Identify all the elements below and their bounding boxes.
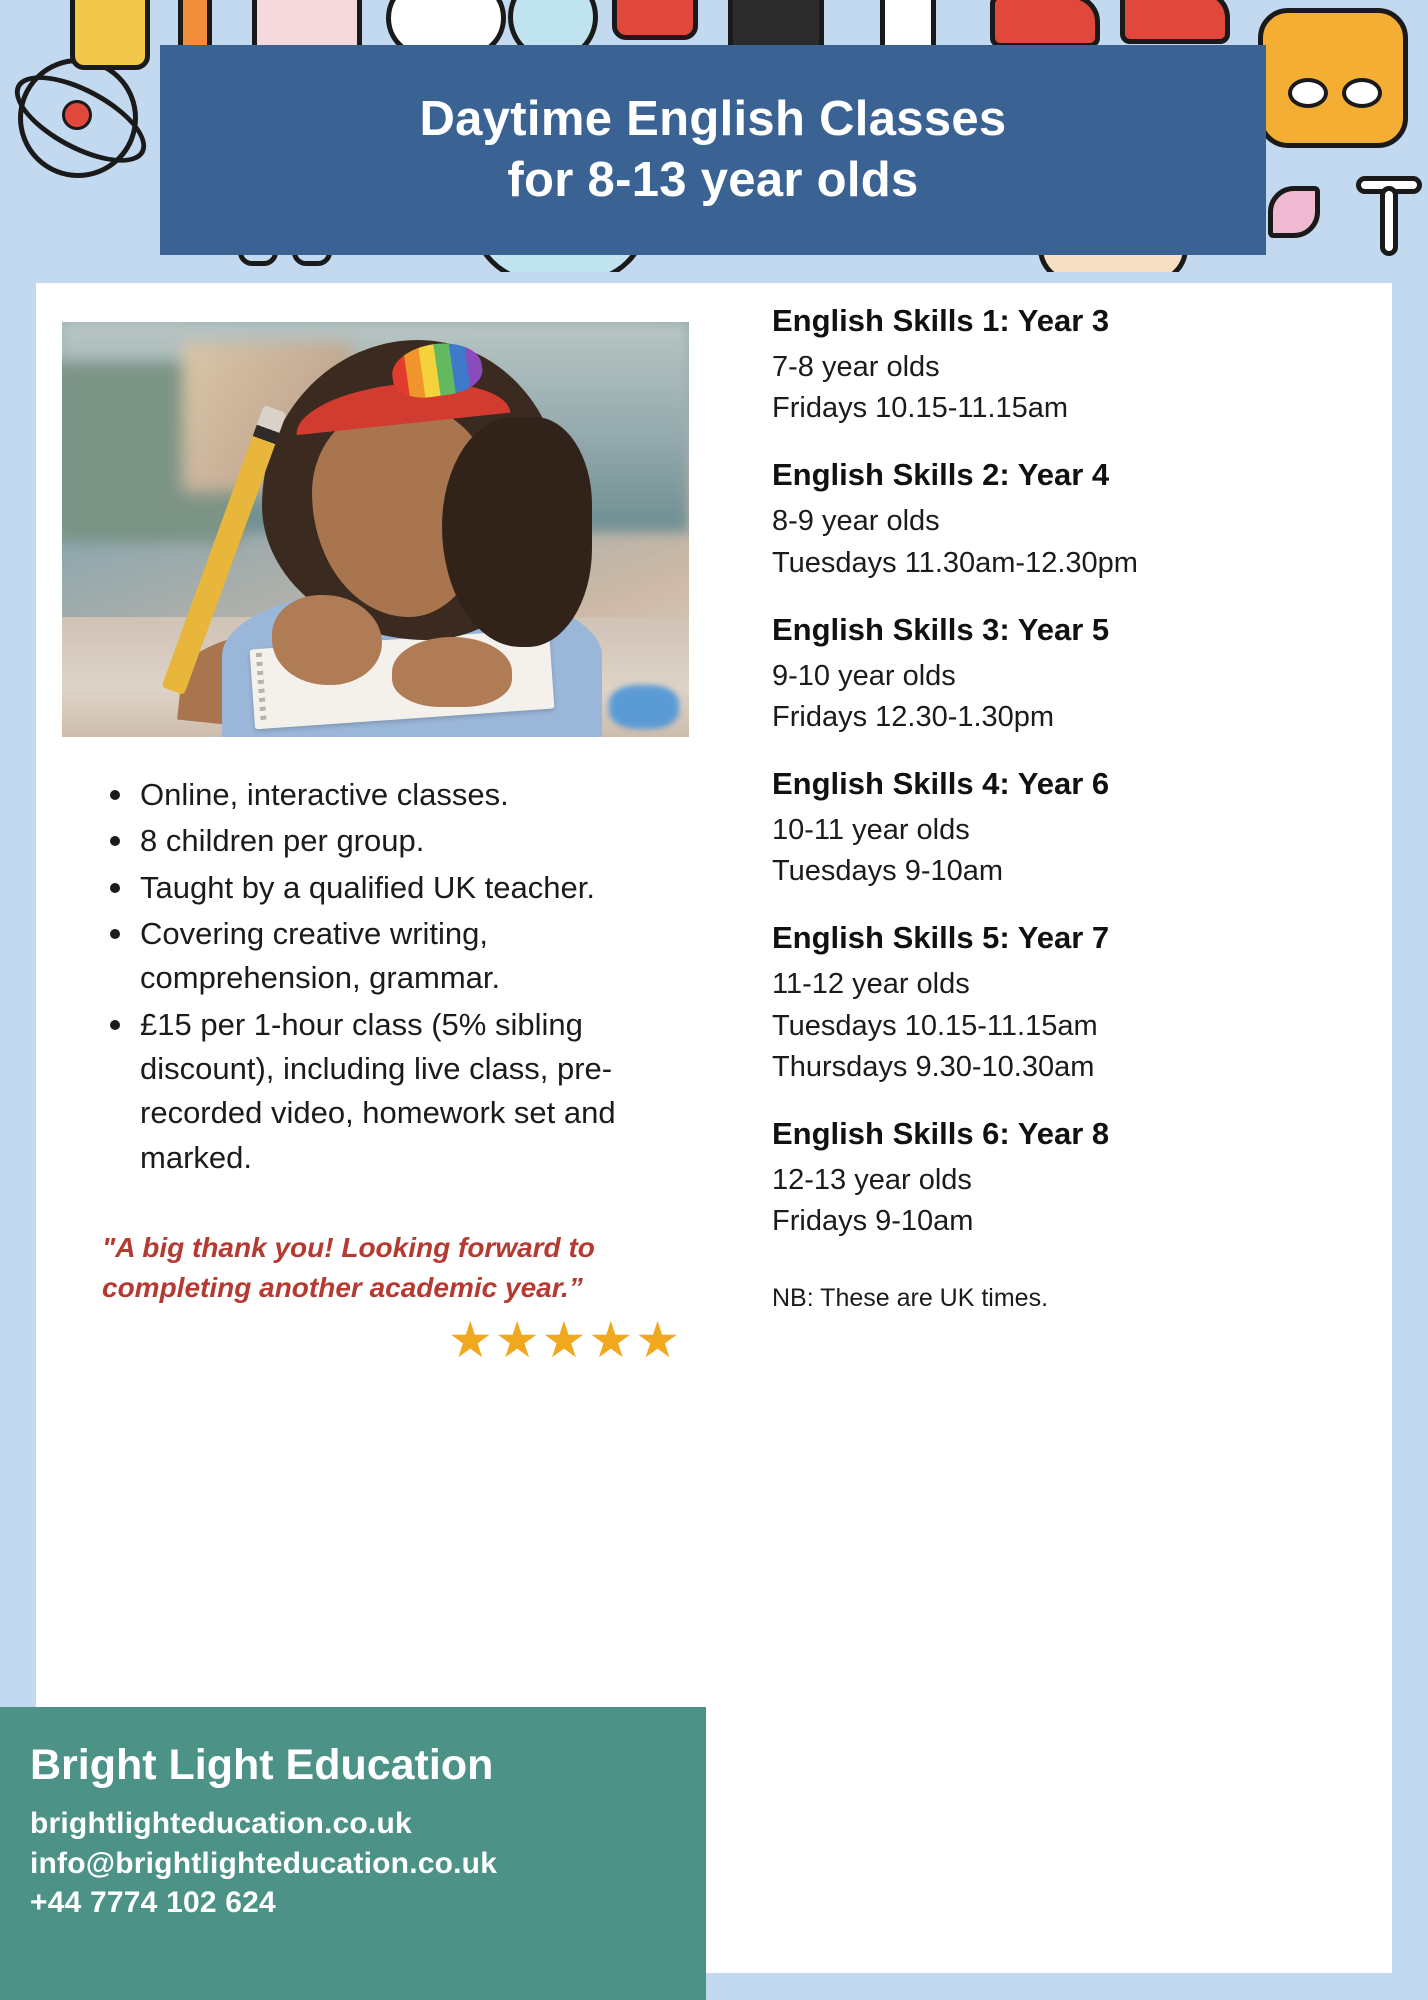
page-title-line-1: Daytime English Classes (419, 92, 1007, 147)
class-block-1 (772, 303, 1352, 429)
photo-blue-object (609, 685, 679, 729)
class-title: English Skills 3: Year 5 (772, 611, 1110, 647)
contact-footer (0, 1707, 706, 2000)
class-block-2 (772, 457, 1352, 583)
brand-name: Bright Light Education (30, 1741, 494, 1789)
class-ages: 12-13 year olds (772, 1163, 972, 1196)
list-item: Taught by a qualified UK teacher. (102, 866, 712, 910)
phone-number[interactable]: +44 7774 102 624 (30, 1886, 276, 1920)
class-title: English Skills 2: Year 4 (772, 457, 1110, 493)
class-schedule (772, 303, 1352, 1313)
doodle-book-icon (70, 0, 150, 70)
class-time-alt: Thursdays 9.30-10.30am (772, 1050, 1095, 1083)
class-title: English Skills 4: Year 6 (772, 766, 1110, 802)
doodle-shoe-2-icon (1120, 0, 1230, 44)
doodle-tiger-eye-left-icon (1288, 78, 1328, 108)
class-time: Tuesdays 10.15-11.15am (772, 1009, 1098, 1042)
class-ages: 7-8 year olds (772, 351, 940, 383)
class-time: Fridays 9-10am (772, 1205, 974, 1238)
class-title: English Skills 6: Year 8 (772, 1115, 1110, 1151)
doodle-atom-nucleus-icon (62, 100, 92, 130)
features-list (62, 773, 712, 1180)
website-link[interactable]: brightlighteducation.co.uk (30, 1807, 412, 1840)
class-block-5 (772, 920, 1352, 1088)
class-time: Fridays 12.30-1.30pm (772, 700, 1055, 733)
student-photo (62, 322, 689, 737)
doodle-tiger-eye-right-icon (1342, 78, 1382, 108)
class-ages: 8-9 year olds (772, 505, 940, 538)
list-item: Covering creative writing, comprehension, grammar. (102, 912, 712, 1001)
list-item: £15 per 1-hour class (5% sibling discount), including live class, pre-recorded video, homework set and marked. (102, 1003, 712, 1180)
page-title-line-2: for 8-13 year olds (507, 153, 919, 207)
timezone-note: NB: These are UK times. (772, 1284, 1049, 1313)
list-item: Online, interactive classes. (102, 773, 712, 817)
class-ages: 10-11 year olds (772, 814, 970, 847)
star-rating-icon: ★★★★★ (447, 1312, 682, 1369)
class-ages: 11-12 year olds (772, 968, 970, 1001)
doodle-flag-icon (612, 0, 698, 40)
class-ages: 9-10 year olds (772, 659, 956, 692)
class-block-3 (772, 612, 1352, 738)
left-column (62, 322, 712, 1369)
class-block-6 (772, 1116, 1352, 1242)
class-time: Fridays 10.15-11.15am (772, 392, 1069, 425)
testimonial-quote: "A big thank you! Looking forward to completing another academic year.” (102, 1231, 595, 1303)
doodle-shoe-icon (990, 0, 1100, 48)
class-block-4 (772, 766, 1352, 892)
email-link[interactable]: info@brightlighteducation.co.uk (30, 1846, 498, 1880)
doodle-tiger-icon (1258, 8, 1408, 148)
class-title: English Skills 5: Year 7 (772, 920, 1110, 956)
doodle-star-icon (1268, 186, 1320, 238)
class-time: Tuesdays 11.30am-12.30pm (772, 546, 1138, 579)
class-title: English Skills 1: Year 3 (772, 303, 1110, 338)
doodle-letter-t-stem-icon (1380, 186, 1398, 256)
list-item: 8 children per group. (102, 819, 712, 863)
class-time: Tuesdays 9-10am (772, 855, 1004, 888)
title-banner (160, 45, 1266, 255)
photo-hand-resting (392, 637, 512, 707)
